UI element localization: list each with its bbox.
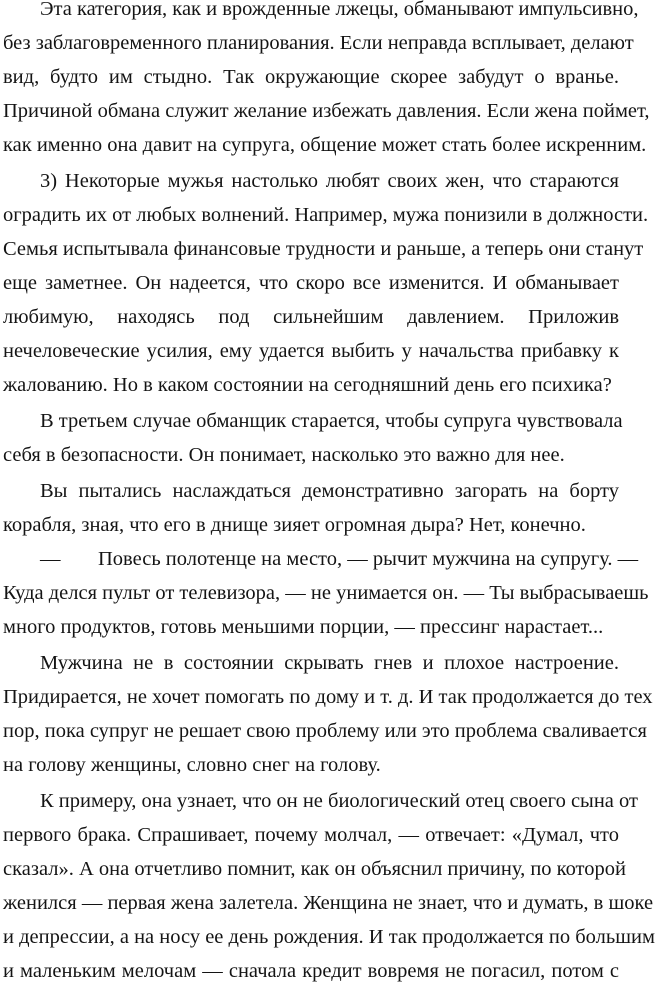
text-line: Куда делся пульт от телевизора, — не унимается он. — Ты выбрасываешь (3, 582, 649, 604)
text-line: К примеру, она узнает, что он не биологический отец своего сына от (40, 790, 638, 812)
text-line: женился — первая жена залетела. Женщина не знает, что и думать, в шоке (3, 892, 654, 914)
text-line: оградить их от любых волнений. Например, мужа понизили в должности. (3, 204, 649, 226)
text-line: В третьем случае обманщик старается, чтобы супруга чувствовала (40, 410, 623, 432)
text-line: Причиной обмана служит желание избежать давления. Если жена поймет, (3, 100, 650, 122)
text-line: Мужчина не в состоянии скрывать гнев и плохое настроение. (40, 652, 619, 674)
text-line: любимую, находясь под сильнейшим давлением. Приложив (3, 306, 619, 328)
text-line: без заблаговременного планирования. Если неправда всплывает, делают (3, 32, 634, 54)
text-line: корабля, зная, что его в днище зияет огромная дыра? Нет, конечно. (3, 514, 586, 536)
text-line: нечеловеческие усилия, ему удается выбить у начальства прибавку к (3, 340, 619, 362)
text-line: и маленьким мелочам — сначала кредит вовремя не погасил, потом с (3, 960, 619, 982)
dialogue-text: Повесь полотенце на место, — рычит мужчина на супругу. — (98, 548, 639, 570)
text-line: сказал». А она отчетливо помнит, как он объяснил причину, по которой (3, 858, 626, 880)
text-line: вид, будто им стыдно. Так окружающие скорее забудут о вранье. (3, 66, 619, 88)
text-line: Вы пытались наслаждаться демонстративно загорать на борту (40, 480, 619, 502)
text-line: Эта категория, как и врожденные лжецы, обманывают импульсивно, (40, 0, 639, 20)
em-dash: — (40, 548, 61, 570)
text-line: 3) Некоторые мужья настолько любят своих жен, что стараются (40, 170, 619, 192)
text-line: как именно она давит на супруга, общение может стать более искренним. (3, 134, 647, 156)
text-line: Семья испытывала финансовые трудности и раньше, а теперь они станут (3, 238, 644, 260)
text-line: много продуктов, готовь меньшими порции, — прессинг нарастает... (3, 616, 604, 638)
text-line: Придирается, не хочет помогать по дому и т. д. И так продолжается до тех (3, 686, 653, 708)
text-line: и депрессии, а на носу ее день рождения. И так продолжается по большим (3, 926, 655, 948)
text-line: себя в безопасности. Он понимает, насколько это важно для нее. (3, 444, 565, 466)
dialogue-line (40, 542, 639, 576)
text-line: жалованию. Но в каком состоянии на сегодняшний день его психика? (3, 374, 612, 396)
text-line: пор, пока супруг не решает свою проблему или это проблема сваливается (3, 720, 647, 742)
text-line: на голову женщины, словно снег на голову. (3, 754, 381, 776)
text-line: еще заметнее. Он надеется, что скоро все изменится. И обманывает (3, 272, 619, 294)
text-line: первого брака. Спрашивает, почему молчал, — отвечает: «Думал, что (3, 824, 619, 846)
